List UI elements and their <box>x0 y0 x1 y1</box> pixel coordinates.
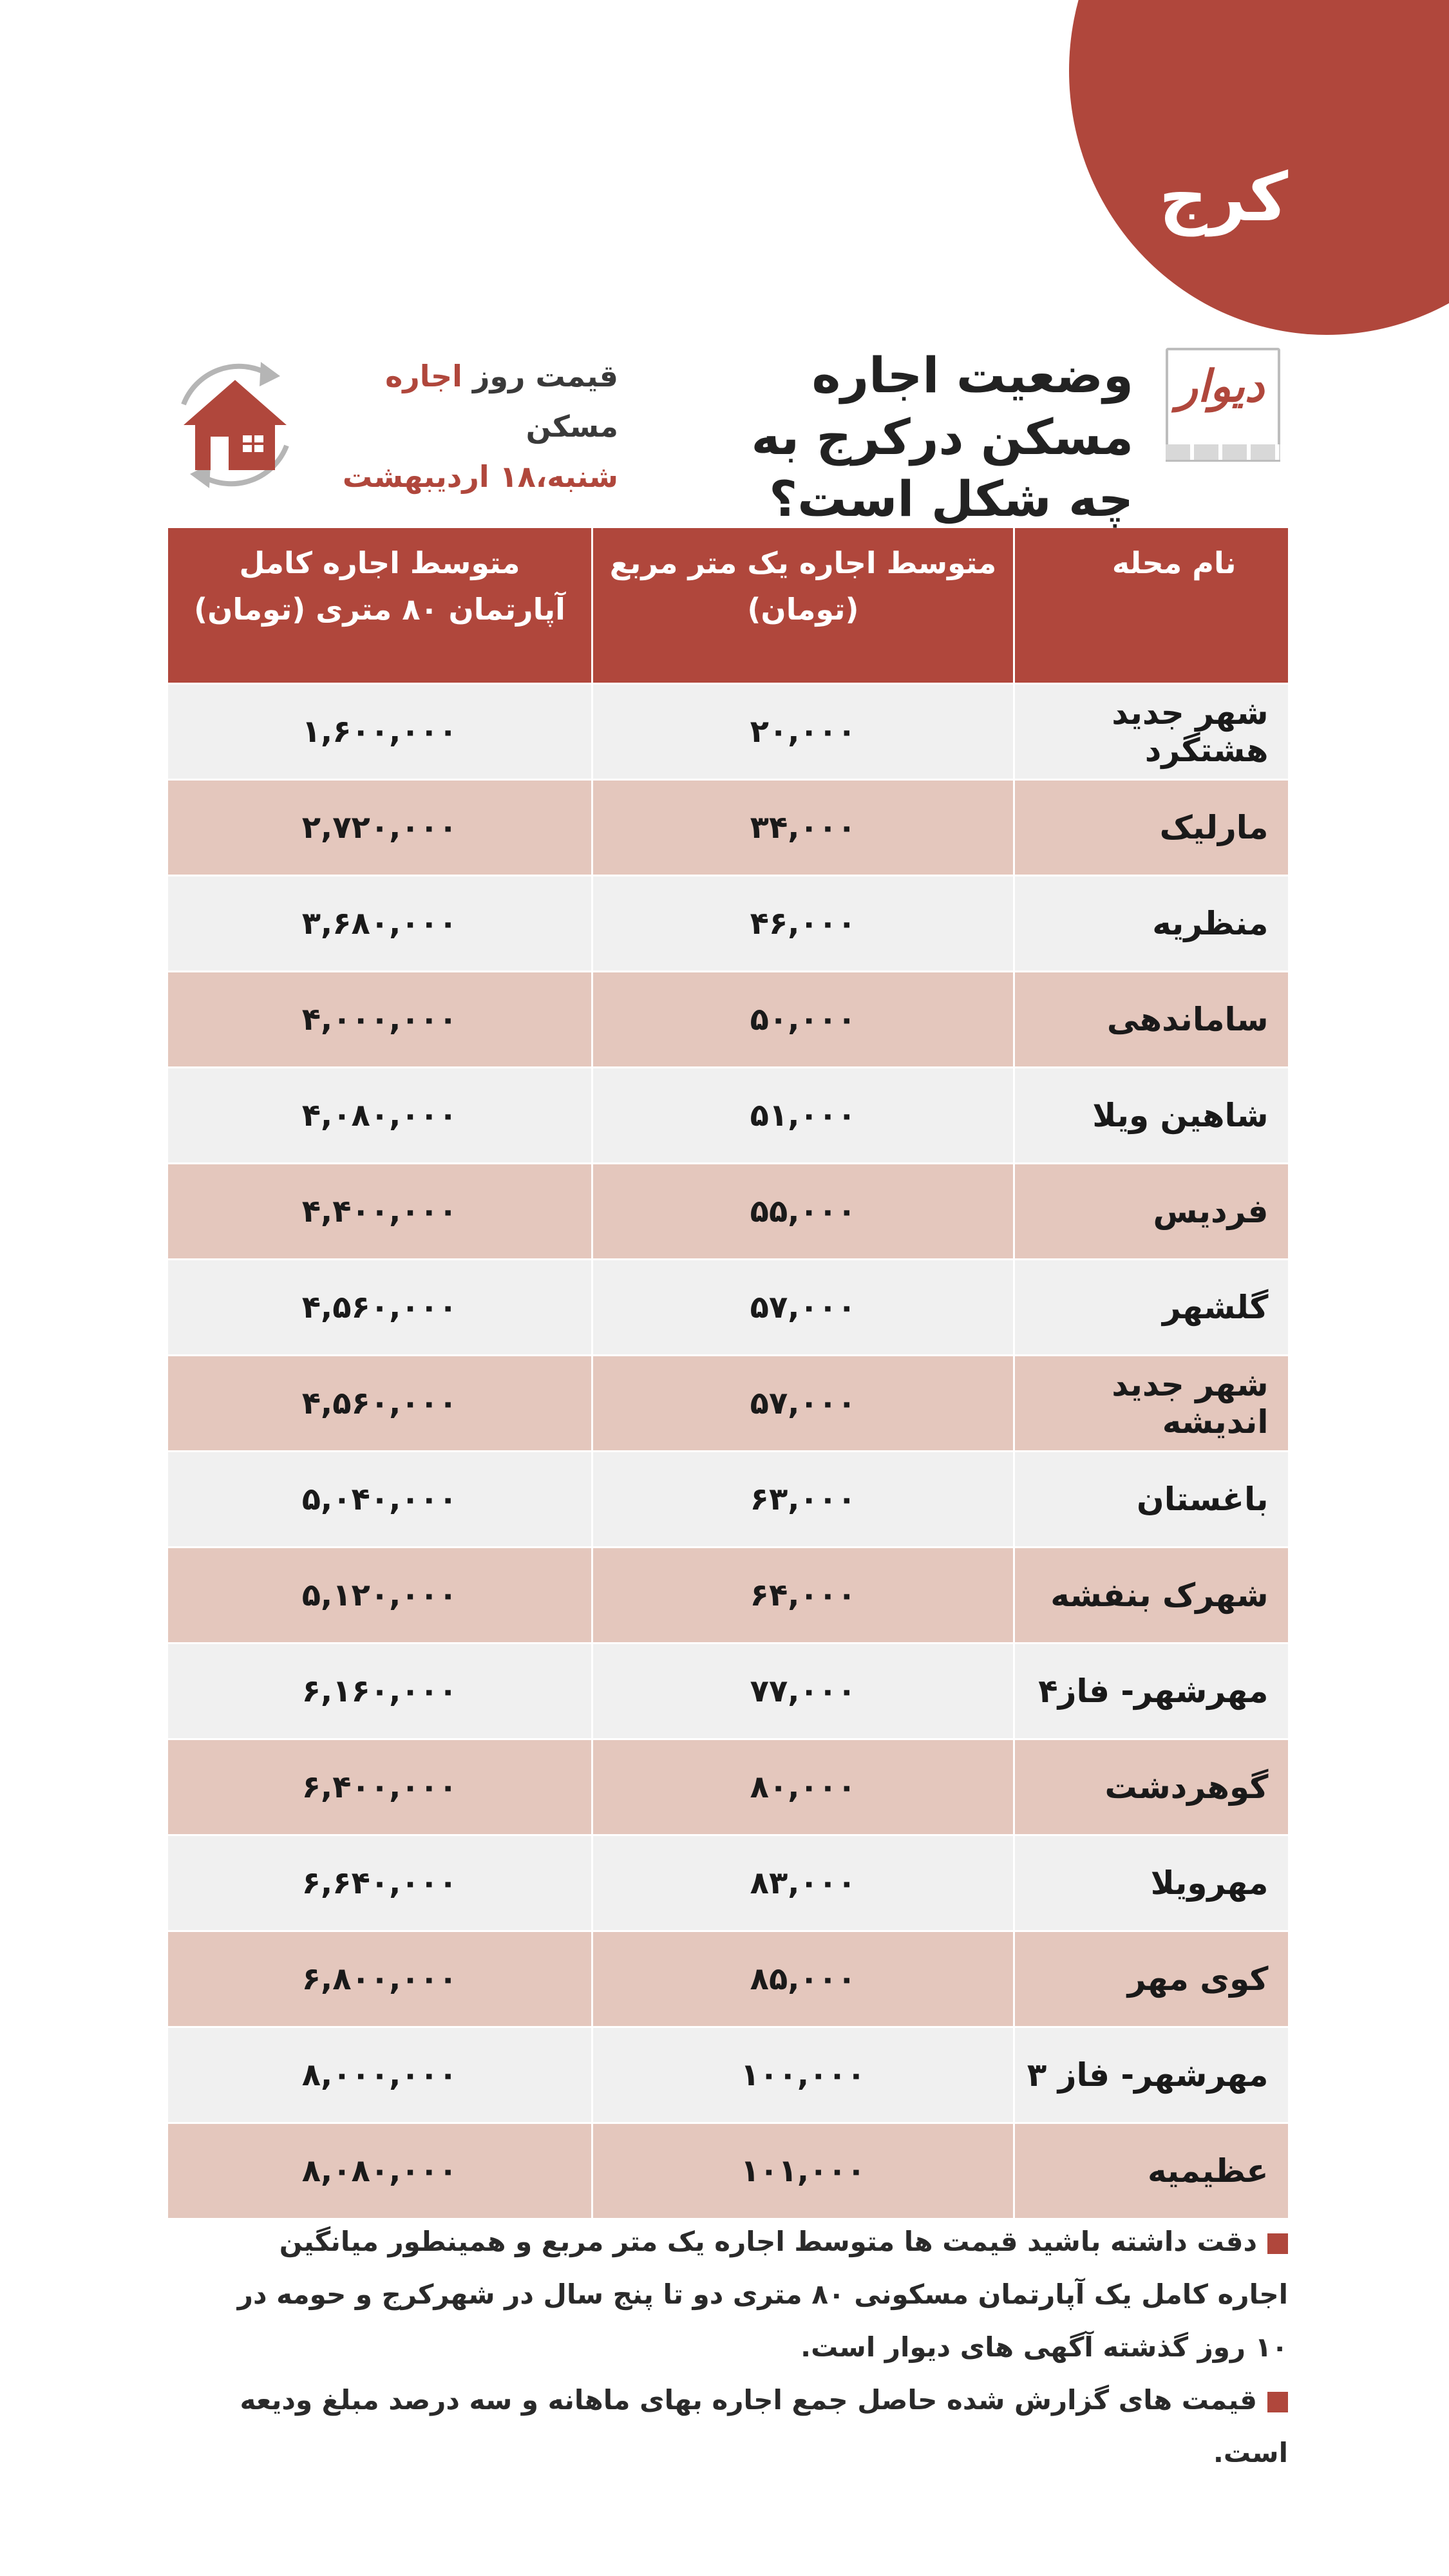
header-full-rent: متوسط اجاره کامل آپارتمان ۸۰ متری (تومان) <box>167 528 592 684</box>
sqm-price-cell: ۴۶,۰۰۰ <box>592 876 1014 972</box>
sqm-price-cell: ۸۳,۰۰۰ <box>592 1835 1014 1931</box>
neighborhood-cell: مهرشهر- فاز ۳ <box>1014 2027 1288 2123</box>
neighborhood-cell: شهر جدید هشتگرد <box>1014 684 1288 780</box>
page-title: وضعیت اجاره مسکن درکرج به چه شکل است؟ <box>751 346 1133 527</box>
neighborhood-cell: فردیس <box>1014 1164 1288 1260</box>
neighborhood-cell: شهر جدید اندیشه <box>1014 1356 1288 1452</box>
subtitle-prefix: قیمت روز <box>472 359 618 393</box>
full-rent-cell: ۶,۱۶۰,۰۰۰ <box>167 1643 592 1739</box>
full-rent-cell: ۸,۰۸۰,۰۰۰ <box>167 2123 592 2219</box>
full-rent-cell: ۴,۴۰۰,۰۰۰ <box>167 1164 592 1260</box>
table-row <box>167 1643 1288 1739</box>
table-row <box>167 1356 1288 1452</box>
neighborhood-cell: گلشهر <box>1014 1260 1288 1356</box>
sqm-price-cell: ۵۰,۰۰۰ <box>592 972 1014 1068</box>
header-price-per-sqm: متوسط اجاره یک متر مربع (تومان) <box>592 528 1014 684</box>
neighborhood-cell: ساماندهی <box>1014 972 1288 1068</box>
date-label: شنبه،۱۸ اردیبهشت <box>342 459 618 494</box>
sqm-price-cell: ۲۰,۰۰۰ <box>592 684 1014 780</box>
full-rent-cell: ۶,۶۴۰,۰۰۰ <box>167 1835 592 1931</box>
sqm-price-cell: ۵۵,۰۰۰ <box>592 1164 1014 1260</box>
subtitle-line <box>303 351 618 451</box>
sqm-price-cell: ۸۰,۰۰۰ <box>592 1739 1014 1835</box>
full-rent-cell: ۲,۷۲۰,۰۰۰ <box>167 780 592 876</box>
table-row <box>167 876 1288 972</box>
table-row <box>167 684 1288 780</box>
sqm-price-cell: ۵۷,۰۰۰ <box>592 1356 1014 1452</box>
full-rent-cell: ۵,۱۲۰,۰۰۰ <box>167 1548 592 1643</box>
rent-table <box>166 528 1288 2218</box>
table-row <box>167 1931 1288 2027</box>
table-row <box>167 2027 1288 2123</box>
subtitle-suffix: مسکن <box>526 409 618 444</box>
table-row <box>167 1739 1288 1835</box>
full-rent-cell: ۸,۰۰۰,۰۰۰ <box>167 2027 592 2123</box>
table-row <box>167 1452 1288 1548</box>
full-rent-cell: ۶,۸۰۰,۰۰۰ <box>167 1931 592 2027</box>
full-rent-cell: ۴,۰۸۰,۰۰۰ <box>167 1068 592 1164</box>
brand-name: دیوار <box>1176 361 1265 412</box>
full-rent-cell: ۵,۰۴۰,۰۰۰ <box>167 1452 592 1548</box>
note-item <box>213 2215 1288 2374</box>
full-rent-cell: ۴,۵۶۰,۰۰۰ <box>167 1356 592 1452</box>
neighborhood-cell: گوهردشت <box>1014 1739 1288 1835</box>
sqm-price-cell: ۷۷,۰۰۰ <box>592 1643 1014 1739</box>
sqm-price-cell: ۶۴,۰۰۰ <box>592 1548 1014 1643</box>
city-label: کرج <box>1159 158 1289 236</box>
table-row <box>167 1835 1288 1931</box>
neighborhood-cell: شهرک بنفشه <box>1014 1548 1288 1643</box>
table-row <box>167 780 1288 876</box>
logo-fold <box>1166 444 1280 462</box>
table-row <box>167 1548 1288 1643</box>
sqm-price-cell: ۱۰۰,۰۰۰ <box>592 2027 1014 2123</box>
square-bullet-icon <box>1267 2233 1288 2254</box>
neighborhood-cell: عظیمیه <box>1014 2123 1288 2219</box>
full-rent-cell: ۳,۶۸۰,۰۰۰ <box>167 876 592 972</box>
neighborhood-cell: کوی مهر <box>1014 1931 1288 2027</box>
table-row <box>167 972 1288 1068</box>
rent-table-wrapper <box>166 528 1287 2218</box>
neighborhood-cell: مهرشهر- فاز۴ <box>1014 1643 1288 1739</box>
house-icon <box>158 348 312 502</box>
header-neighborhood: نام محله <box>1014 528 1288 684</box>
full-rent-cell: ۴,۵۶۰,۰۰۰ <box>167 1260 592 1356</box>
table-row <box>167 1068 1288 1164</box>
footnotes <box>213 2215 1288 2479</box>
square-bullet-icon <box>1267 2392 1288 2412</box>
table-row <box>167 1164 1288 1260</box>
note-item <box>213 2374 1288 2479</box>
neighborhood-cell: مارلیک <box>1014 780 1288 876</box>
note-text: دقت داشته باشید قیمت ها متوسط اجاره یک متر مربع و همینطور میانگین اجاره کامل یک آپارتمان مسکونی ۸۰ متری دو تا پنج سال در شهرکرج و حومه در ۱۰ روز گذشته آگهی های دیوار است. <box>237 2226 1288 2363</box>
sqm-price-cell: ۳۴,۰۰۰ <box>592 780 1014 876</box>
full-rent-cell: ۱,۶۰۰,۰۰۰ <box>167 684 592 780</box>
full-rent-cell: ۶,۴۰۰,۰۰۰ <box>167 1739 592 1835</box>
neighborhood-cell: باغستان <box>1014 1452 1288 1548</box>
table-header-row <box>167 528 1288 684</box>
neighborhood-cell: منظریه <box>1014 876 1288 972</box>
full-rent-cell: ۴,۰۰۰,۰۰۰ <box>167 972 592 1068</box>
neighborhood-cell: شاهین ویلا <box>1014 1068 1288 1164</box>
neighborhood-cell: مهرویلا <box>1014 1835 1288 1931</box>
sqm-price-cell: ۵۱,۰۰۰ <box>592 1068 1014 1164</box>
price-subtitle <box>303 351 618 502</box>
sqm-price-cell: ۵۷,۰۰۰ <box>592 1260 1014 1356</box>
sqm-price-cell: ۶۳,۰۰۰ <box>592 1452 1014 1548</box>
subtitle-accent: اجاره <box>385 359 462 393</box>
sqm-price-cell: ۱۰۱,۰۰۰ <box>592 2123 1014 2219</box>
table-row <box>167 1260 1288 1356</box>
table-row <box>167 2123 1288 2219</box>
sqm-price-cell: ۸۵,۰۰۰ <box>592 1931 1014 2027</box>
note-text: قیمت های گزارش شده حاصل جمع اجاره بهای ماهانه و سه درصد مبلغ ودیعه است. <box>240 2384 1288 2468</box>
divar-logo <box>1159 348 1282 457</box>
